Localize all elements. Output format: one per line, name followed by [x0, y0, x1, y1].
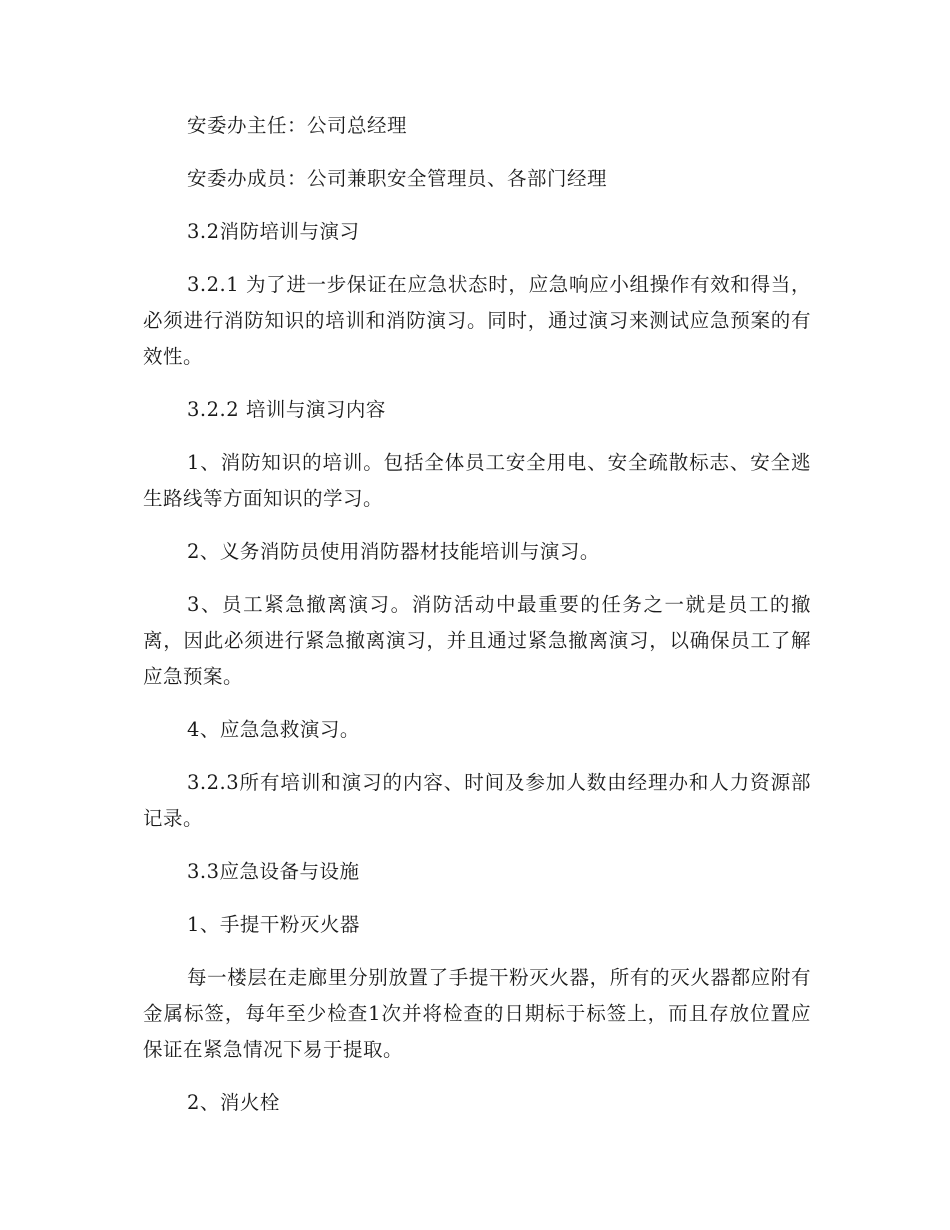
- list-item-1-fire-training: 1、消防知识的培训。包括全体员工安全用电、安全疏散标志、安全逃生路线等方面知识的学习。: [143, 451, 811, 510]
- paragraph-3-2-1: 3.2.1 为了进一步保证在应急状态时，应急响应小组操作有效和得当，必须进行消防知识的培训和消防演习。同时，通过演习来测试应急预案的有效性。: [143, 273, 811, 368]
- heading-3-2: 3.2消防培训与演习: [187, 220, 360, 243]
- list-item-2-hydrant: 2、消火栓: [187, 1091, 280, 1114]
- paragraph-committee-members: 安委办成员：公司兼职安全管理员、各部门经理: [187, 167, 608, 190]
- paragraph-committee-director: 安委办主任：公司总经理: [187, 114, 408, 137]
- list-item-1-extinguisher: 1、手提干粉灭火器: [187, 913, 360, 936]
- document-body: [143, 108, 811, 1121]
- paragraph-3-2-3: 3.2.3所有培训和演习的内容、时间及参加人数由经理办和人力资源部记录。: [143, 771, 811, 830]
- heading-3-3: 3.3应急设备与设施: [187, 860, 360, 883]
- heading-3-2-2: 3.2.2 培训与演习内容: [187, 398, 386, 421]
- list-item-4-first-aid-drill: 4、应急急救演习。: [187, 718, 360, 741]
- list-item-3-evacuation-drill: 3、员工紧急撤离演习。消防活动中最重要的任务之一就是员工的撤离，因此必须进行紧急撤离演习，并且通过紧急撤离演习，以确保员工了解应急预案。: [143, 593, 811, 688]
- paragraph-extinguisher-details: 每一楼层在走廊里分别放置了手提干粉灭火器，所有的灭火器都应附有金属标签，每年至少检查1次并将检查的日期标于标签上，而且存放位置应保证在紧急情况下易于提取。: [143, 966, 811, 1061]
- list-item-2-equipment-training: 2、义务消防员使用消防器材技能培训与演习。: [187, 540, 600, 563]
